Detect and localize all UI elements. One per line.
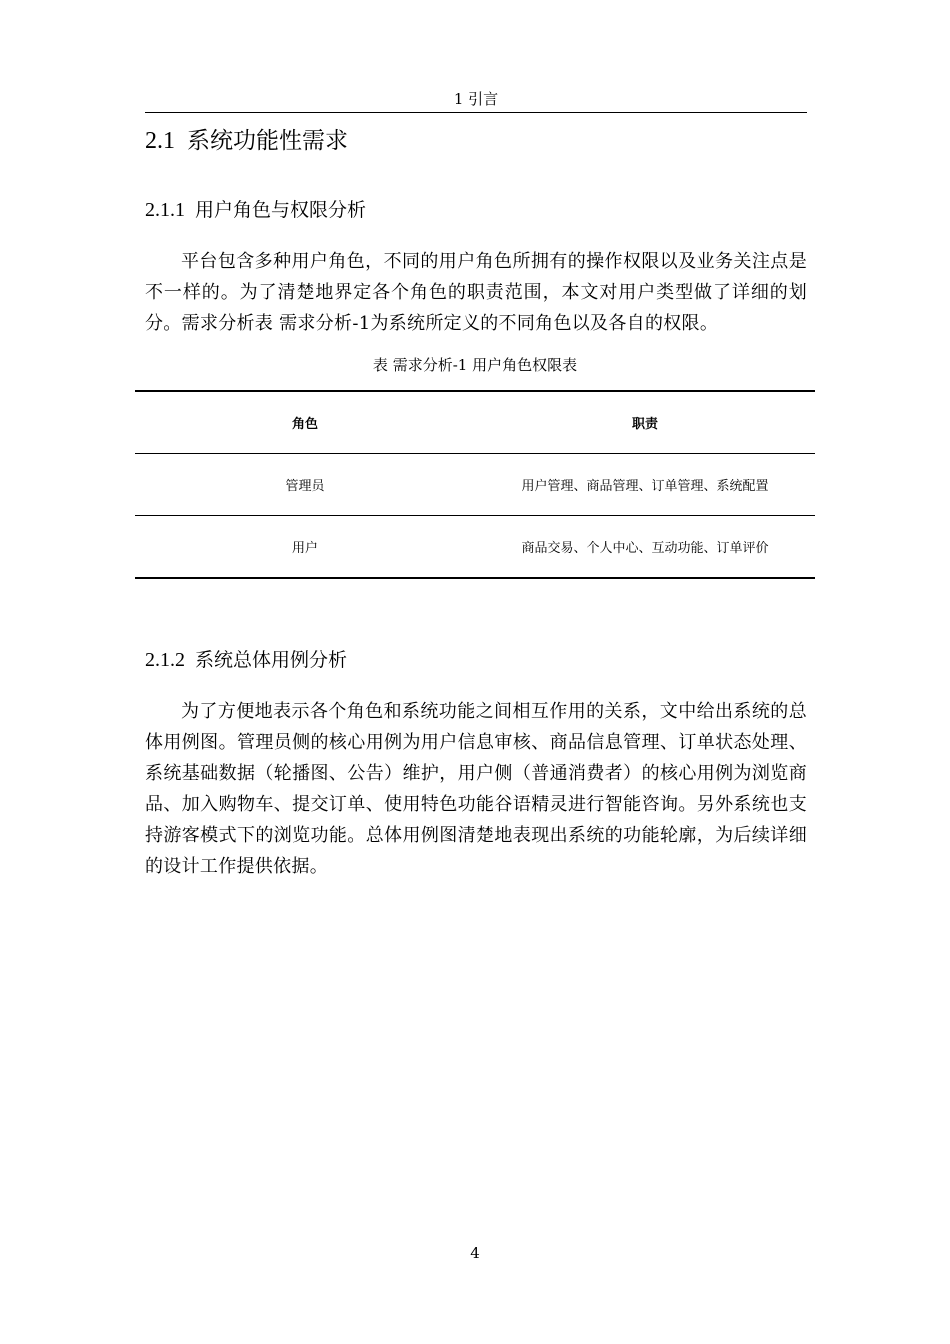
table-cell-role: 管理员: [285, 479, 325, 494]
table-caption: 表 需求分析-1 用户角色权限表: [372, 356, 578, 374]
table-cell-duty: 用户管理、商品管理、订单管理、系统配置: [521, 479, 769, 494]
subsection-title-1: 用户角色与权限分析: [195, 199, 367, 221]
subsection-number-2: 2.1.2: [145, 649, 185, 671]
section-heading: [145, 124, 348, 158]
table-header-row: [135, 391, 815, 454]
table-cell-role: 用户: [291, 541, 318, 556]
paragraph-use-cases: 为了方便地表示各个角色和系统功能之间相互作用的关系，文中给出系统的总体用例图。管理员侧的核心用例为用户信息审核、商品信息管理、订单状态处理、系统基础数据（轮播图、公告）维护，用户侧（普通消费者）的核心用例为浏览商品、加入购物车、提交订单、使用特色功能谷语精灵进行智能咨询。另外系统也支持游客模式下的浏览功能。总体用例图清楚地表现出系统的功能轮廓，为后续详细的设计工作提供依据。: [145, 701, 807, 877]
running-header: 1 引言: [453, 90, 499, 108]
subsection-heading-1: [145, 196, 366, 224]
header-rule: [145, 112, 807, 113]
table-row: [135, 516, 815, 579]
table-cell-duty: 商品交易、个人中心、互动功能、订单评价: [521, 541, 769, 556]
page-number: 4: [470, 1244, 480, 1262]
role-permission-table: [135, 390, 815, 579]
table-row: [135, 454, 815, 516]
subsection-heading-2: [145, 646, 347, 674]
section-title: 系统功能性需求: [187, 128, 348, 154]
table-header-cell-duty: 职责: [631, 417, 658, 432]
section-number: 2.1: [145, 128, 175, 154]
subsection-title-2: 系统总体用例分析: [195, 649, 348, 671]
paragraph-roles: 平台包含多种用户角色，不同的用户角色所拥有的操作权限以及业务关注点是不一样的。为了清楚地界定各个角色的职责范围，本文对用户类型做了详细的划分。需求分析表 需求分析-1为系统所定义的不同角色以及各自的权限。: [145, 251, 807, 334]
table-header-cell-role: 角色: [291, 417, 318, 432]
subsection-number-1: 2.1.1: [145, 199, 185, 221]
